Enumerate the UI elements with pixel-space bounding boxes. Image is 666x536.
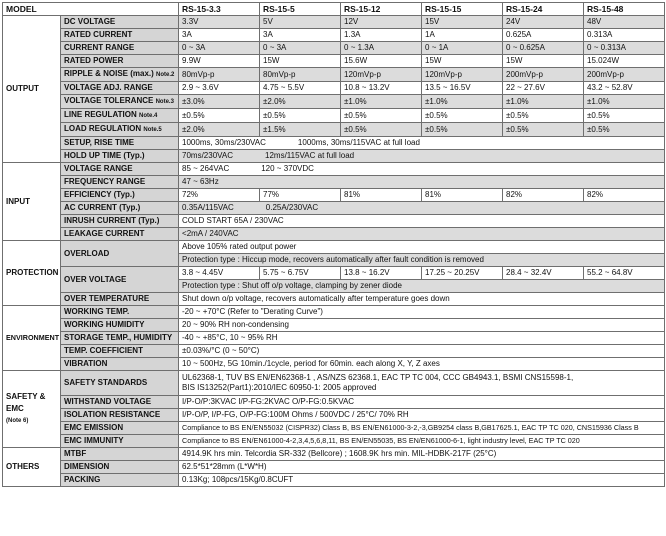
- cell: 81%: [422, 189, 503, 202]
- table-row: [3, 109, 665, 123]
- cell: ±1.0%: [341, 95, 422, 109]
- model-name: RS-15-48: [584, 3, 665, 16]
- cell: 13.8 ~ 16.2V: [341, 267, 422, 280]
- cell: ±0.5%: [503, 123, 584, 137]
- cell: 62.5*51*28mm (L*W*H): [179, 461, 665, 474]
- cell: 15V: [422, 16, 503, 29]
- value-a: 1000ms, 30ms/230VAC: [182, 138, 266, 147]
- cell: I/P-O/P, I/P-FG, O/P-FG:100M Ohms / 500VDC / 25°C/ 70% RH: [179, 409, 665, 422]
- row-label: OVER TEMPERATURE: [61, 293, 179, 306]
- table-row: [3, 68, 665, 82]
- row-label-text: LOAD REGULATION: [64, 124, 142, 133]
- model-name: RS-15-3.3: [179, 3, 260, 16]
- cell: [179, 137, 665, 150]
- row-label: FREQUENCY RANGE: [61, 176, 179, 189]
- group-safety-emc: [3, 371, 61, 448]
- cell: <2mA / 240VAC: [179, 228, 665, 241]
- row-label: VOLTAGE ADJ. RANGE: [61, 82, 179, 95]
- cell: 12V: [341, 16, 422, 29]
- cell: ±1.5%: [260, 123, 341, 137]
- row-label: [61, 123, 179, 137]
- table-row: [3, 176, 665, 189]
- cell: [179, 202, 665, 215]
- cell: ±2.0%: [179, 123, 260, 137]
- cell: ±0.5%: [422, 123, 503, 137]
- cell: ±0.5%: [341, 109, 422, 123]
- cell: 81%: [341, 189, 422, 202]
- cell: -20 ~ +70°C (Refer to "Derating Curve"): [179, 306, 665, 319]
- table-row: [3, 319, 665, 332]
- cell: 3.3V: [179, 16, 260, 29]
- value-b: 1000ms, 30ms/115VAC at full load: [297, 138, 420, 147]
- table-row: [3, 82, 665, 95]
- row-label: DIMENSION: [61, 461, 179, 474]
- row-label: VIBRATION: [61, 358, 179, 371]
- cell: 200mVp-p: [503, 68, 584, 82]
- cell: I/P-O/P:3KVAC I/P-FG:2KVAC O/P-FG:0.5KVAC: [179, 396, 665, 409]
- row-label: [61, 95, 179, 109]
- row-label-text: RIPPLE & NOISE (max.): [64, 69, 154, 78]
- cell: 1.3A: [341, 29, 422, 42]
- cell: ±1.0%: [422, 95, 503, 109]
- table-row: [3, 202, 665, 215]
- row-label: ISOLATION RESISTANCE: [61, 409, 179, 422]
- note-ref: Note.5: [143, 127, 162, 133]
- table-row: [3, 137, 665, 150]
- cell: 0 ~ 0.313A: [584, 42, 665, 55]
- cell: 80mVp-p: [260, 68, 341, 82]
- table-row: [3, 345, 665, 358]
- row-label: EFFICIENCY (Typ.): [61, 189, 179, 202]
- cell: 22 ~ 27.6V: [503, 82, 584, 95]
- cell: 4914.9K hrs min. Telcordia SR-332 (Bellcore) ; 1608.9K hrs min. MIL-HDBK-217F (25°C): [179, 448, 665, 461]
- table-row: [3, 95, 665, 109]
- spec-table: [2, 2, 665, 487]
- row-label: WORKING TEMP.: [61, 306, 179, 319]
- row-label-text: VOLTAGE TOLERANCE: [64, 96, 154, 105]
- row-label: INRUSH CURRENT (Typ.): [61, 215, 179, 228]
- table-row: [3, 358, 665, 371]
- cell: 4.75 ~ 5.5V: [260, 82, 341, 95]
- cell: 9.9W: [179, 55, 260, 68]
- table-row: [3, 267, 665, 280]
- group-output: OUTPUT: [3, 16, 61, 163]
- group-input: INPUT: [3, 163, 61, 241]
- group-safety-label: SAFETY &: [6, 392, 46, 401]
- cell: 10 ~ 500Hz, 5G 10min./1cycle, period for 60min. each along X, Y, Z axes: [179, 358, 665, 371]
- row-label: STORAGE TEMP., HUMIDITY: [61, 332, 179, 345]
- row-label: DC VOLTAGE: [61, 16, 179, 29]
- cell: 3A: [179, 29, 260, 42]
- standards-line-1: UL62368-1, TUV BS EN/EN62368-1 , AS/NZS 62368.1, EAC TP TC 004, CCC GB4943.1, BSMI CNS15598-1,: [182, 373, 574, 382]
- row-label: OVERLOAD: [61, 241, 179, 267]
- value-b: 120 ~ 370VDC: [261, 164, 314, 173]
- value-a: 70ms/230VAC: [182, 151, 234, 160]
- cell: 200mVp-p: [584, 68, 665, 82]
- model-name: RS-15-5: [260, 3, 341, 16]
- value-a: 85 ~ 264VAC: [182, 164, 230, 173]
- group-protection: PROTECTION: [3, 241, 61, 306]
- table-row: [3, 332, 665, 345]
- standards-line-2: BIS IS13252(Part1):2010/IEC 60950-1: 2005 approved: [182, 383, 377, 392]
- cell: ±0.5%: [584, 123, 665, 137]
- cell: ±0.5%: [179, 109, 260, 123]
- cell: 80mVp-p: [179, 68, 260, 82]
- cell: Above 105% rated output power: [179, 241, 665, 254]
- model-name: RS-15-12: [341, 3, 422, 16]
- cell: [179, 163, 665, 176]
- row-label: LEAKAGE CURRENT: [61, 228, 179, 241]
- cell: 0 ~ 1.3A: [341, 42, 422, 55]
- value-b: 0.25A/230VAC: [265, 203, 319, 212]
- cell: ±0.03%/°C (0 ~ 50°C): [179, 345, 665, 358]
- table-row: [3, 16, 665, 29]
- table-row: [3, 42, 665, 55]
- cell: 1A: [422, 29, 503, 42]
- table-row: [3, 461, 665, 474]
- cell: 15W: [503, 55, 584, 68]
- table-row: [3, 409, 665, 422]
- cell: 0 ~ 3A: [179, 42, 260, 55]
- cell: [179, 150, 665, 163]
- cell: ±0.5%: [260, 109, 341, 123]
- cell: 10.8 ~ 13.2V: [341, 82, 422, 95]
- cell: 55.2 ~ 64.8V: [584, 267, 665, 280]
- cell: 72%: [179, 189, 260, 202]
- table-row: [3, 435, 665, 448]
- table-row: [3, 150, 665, 163]
- cell: 15W: [422, 55, 503, 68]
- table-row: [3, 228, 665, 241]
- row-label: SAFETY STANDARDS: [61, 371, 179, 396]
- value-b: 12ms/115VAC at full load: [265, 151, 355, 160]
- row-label: EMC IMMUNITY: [61, 435, 179, 448]
- cell: 82%: [503, 189, 584, 202]
- model-label: MODEL: [3, 3, 179, 16]
- cell: ±1.0%: [584, 95, 665, 109]
- cell: 20 ~ 90% RH non-condensing: [179, 319, 665, 332]
- cell: 17.25 ~ 20.25V: [422, 267, 503, 280]
- cell: Protection type : Shut off o/p voltage, clamping by zener diode: [179, 280, 665, 293]
- cell: 15.6W: [341, 55, 422, 68]
- cell: 13.5 ~ 16.5V: [422, 82, 503, 95]
- cell: COLD START 65A / 230VAC: [179, 215, 665, 228]
- cell: ±0.5%: [341, 123, 422, 137]
- cell: Compliance to BS EN/EN61000-4-2,3,4,5,6,8,11, BS EN/EN55035, BS EN/EN61000-6-1, light industry level, EAC TP TC 020: [179, 435, 665, 448]
- group-note: (Note 6): [6, 418, 29, 424]
- cell: ±2.0%: [260, 95, 341, 109]
- model-name: RS-15-24: [503, 3, 584, 16]
- cell: ±0.5%: [422, 109, 503, 123]
- cell: 43.2 ~ 52.8V: [584, 82, 665, 95]
- table-row: [3, 55, 665, 68]
- row-label: [61, 109, 179, 123]
- header-row: [3, 3, 665, 16]
- model-name: RS-15-15: [422, 3, 503, 16]
- row-label: SETUP, RISE TIME: [61, 137, 179, 150]
- cell: 15W: [260, 55, 341, 68]
- cell: ±1.0%: [503, 95, 584, 109]
- cell: 82%: [584, 189, 665, 202]
- value-a: 0.35A/115VAC: [182, 203, 234, 212]
- cell: ±3.0%: [179, 95, 260, 109]
- row-label: OVER VOLTAGE: [61, 267, 179, 293]
- row-label: WORKING HUMIDITY: [61, 319, 179, 332]
- cell: 120mVp-p: [422, 68, 503, 82]
- cell: 3.8 ~ 4.45V: [179, 267, 260, 280]
- row-label: CURRENT RANGE: [61, 42, 179, 55]
- cell: 47 ~ 63Hz: [179, 176, 665, 189]
- group-others: OTHERS: [3, 448, 61, 487]
- row-label: WITHSTAND VOLTAGE: [61, 396, 179, 409]
- row-label: VOLTAGE RANGE: [61, 163, 179, 176]
- cell: Shut down o/p voltage, recovers automatically after temperature goes down: [179, 293, 665, 306]
- row-label: [61, 68, 179, 82]
- row-label: MTBF: [61, 448, 179, 461]
- table-row: [3, 215, 665, 228]
- row-label: RATED CURRENT: [61, 29, 179, 42]
- table-row: [3, 448, 665, 461]
- row-label: RATED POWER: [61, 55, 179, 68]
- cell: 0 ~ 0.625A: [503, 42, 584, 55]
- cell: 15.024W: [584, 55, 665, 68]
- table-row: [3, 422, 665, 435]
- table-row: [3, 123, 665, 137]
- row-label: EMC EMISSION: [61, 422, 179, 435]
- table-row: [3, 474, 665, 487]
- table-row: [3, 189, 665, 202]
- cell: 5.75 ~ 6.75V: [260, 267, 341, 280]
- row-label: HOLD UP TIME (Typ.): [61, 150, 179, 163]
- row-label: AC CURRENT (Typ.): [61, 202, 179, 215]
- cell: 0 ~ 3A: [260, 42, 341, 55]
- cell: 77%: [260, 189, 341, 202]
- cell: 120mVp-p: [341, 68, 422, 82]
- table-row: [3, 241, 665, 254]
- cell: 2.9 ~ 3.6V: [179, 82, 260, 95]
- note-ref: Note.3: [155, 99, 174, 105]
- row-label: PACKING: [61, 474, 179, 487]
- table-row: [3, 29, 665, 42]
- cell: ±0.5%: [503, 109, 584, 123]
- cell: ±0.5%: [584, 109, 665, 123]
- cell: 0.13Kg; 108pcs/15Kg/0.8CUFT: [179, 474, 665, 487]
- cell: 24V: [503, 16, 584, 29]
- group-environment: ENVIRONMENT: [3, 306, 61, 371]
- cell: -40 ~ +85°C, 10 ~ 95% RH: [179, 332, 665, 345]
- row-label: TEMP. COEFFICIENT: [61, 345, 179, 358]
- cell: 0.313A: [584, 29, 665, 42]
- note-ref: Note.2: [156, 72, 175, 78]
- note-ref: Note.4: [138, 113, 158, 119]
- cell: Compliance to BS EN/EN55032 (CISPR32) Class B, BS EN/EN61000-3-2,-3,GB9254 class B,GB17625.1, EAC TP TC 020, CNS15936 Class B: [179, 422, 665, 435]
- cell: [179, 371, 665, 396]
- table-row: [3, 293, 665, 306]
- cell: 0 ~ 1A: [422, 42, 503, 55]
- cell: 0.625A: [503, 29, 584, 42]
- table-row: [3, 396, 665, 409]
- table-row: [3, 306, 665, 319]
- table-row: [3, 371, 665, 396]
- cell: 48V: [584, 16, 665, 29]
- cell: Protection type : Hiccup mode, recovers automatically after fault condition is removed: [179, 254, 665, 267]
- row-label-text: LINE REGULATION: [64, 110, 137, 119]
- table-row: [3, 163, 665, 176]
- cell: 3A: [260, 29, 341, 42]
- cell: 5V: [260, 16, 341, 29]
- group-emc-label: EMC: [6, 404, 24, 413]
- cell: 28.4 ~ 32.4V: [503, 267, 584, 280]
